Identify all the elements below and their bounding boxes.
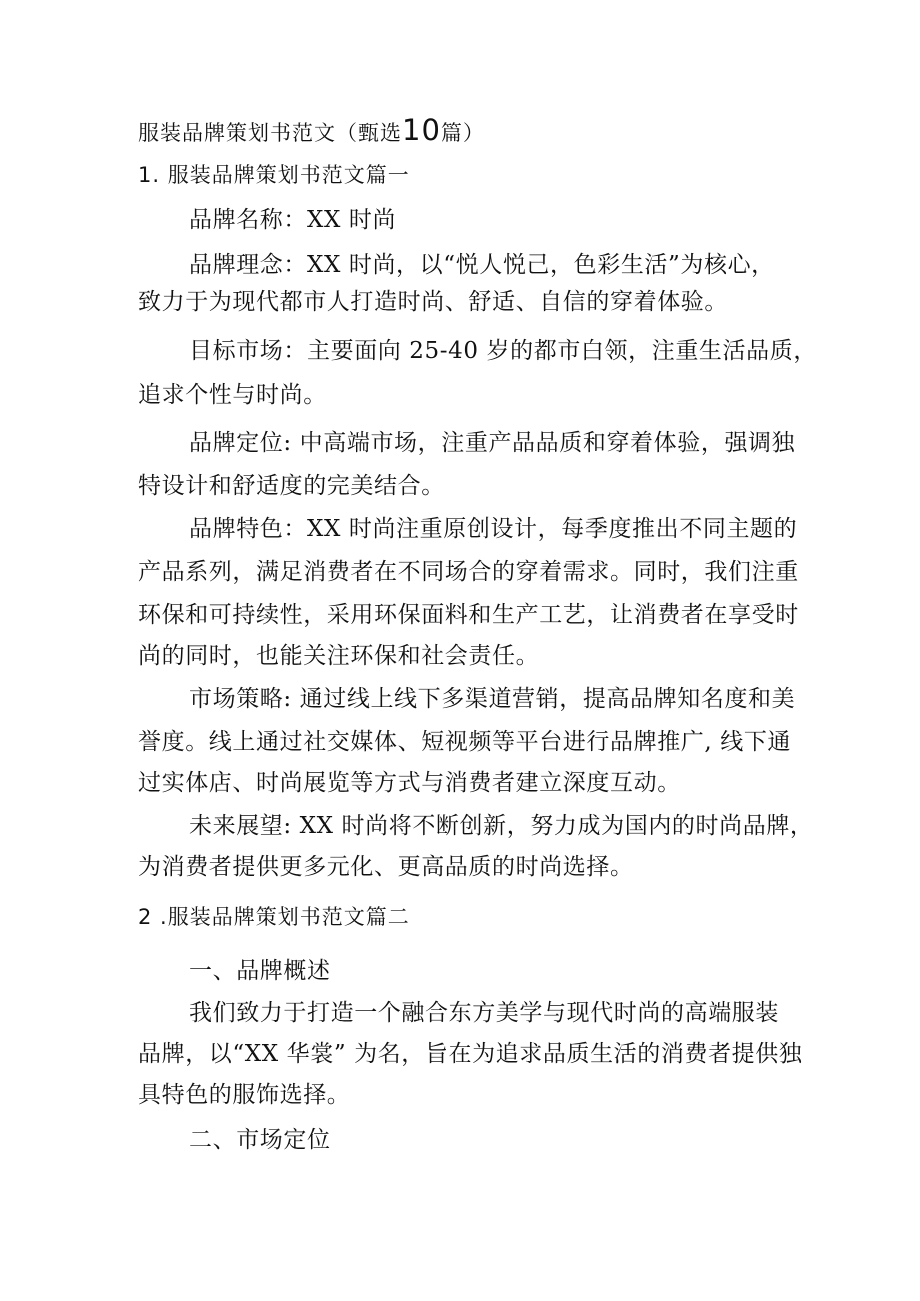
paragraph-line: 追求个性与时尚。 (138, 382, 327, 408)
paragraph-line: 环保和可持续性，采用环保面料和生产工艺，让消费者在享受时 (138, 602, 799, 628)
document-title (138, 115, 485, 148)
paragraph-line: 我们致力于打造一个融合东方美学与现代时尚的高端服装 (189, 1000, 779, 1026)
paragraph-line: 目标市场：主要面向 25-40 岁的都市白领，注重生活品质， (189, 338, 817, 364)
section-heading-2: 2 .服装品牌策划书范文篇二 (138, 905, 410, 929)
section-heading-1: 1. 服装品牌策划书范文篇一 (138, 163, 410, 187)
paragraph-line: 致力于为现代都市人打造时尚、舒适、自信的穿着体验。 (138, 289, 728, 315)
subsection-title: 一、品牌概述 (189, 958, 331, 984)
paragraph-line: 誉度。线上通过社交媒体、短视频等平台进行品牌推广, 线下通 (138, 729, 792, 755)
paragraph-line: 为消费者提供更多元化、更高品质的时尚选择。 (138, 854, 634, 880)
paragraph-line: 品牌，以“XX 华裳” 为名，旨在为追求品质生活的消费者提供独 (138, 1041, 803, 1067)
paragraph-line: 尚的同时，也能关注环保和社会责任。 (138, 643, 540, 669)
paragraph-line: 产品系列，满足消费者在不同场合的穿着需求。同时，我们注重 (138, 559, 799, 585)
title-suffix: 篇） (440, 121, 485, 145)
paragraph-line: 过实体店、时尚展览等方式与消费者建立深度互动。 (138, 770, 681, 796)
paragraph-line: 品牌理念：XX 时尚，以“悦人悦己，色彩生活”为核心， (189, 252, 775, 278)
paragraph-line: 特设计和舒适度的完美结合。 (138, 473, 445, 499)
paragraph-line: 品牌名称：XX 时尚 (189, 207, 397, 233)
title-number: 10 (402, 113, 441, 147)
paragraph-line: 品牌定位: 中高端市场，注重产品品质和穿着体验，强调独 (189, 430, 796, 456)
title-prefix: 服装品牌策划书范文（甄选 (138, 121, 402, 145)
paragraph-line: 品牌特色：XX 时尚注重原创设计，每季度推出不同主题的 (189, 516, 798, 542)
paragraph-line: 具特色的服饰选择。 (138, 1082, 351, 1108)
paragraph-line: 未来展望: XX 时尚将不断创新，努力成为国内的时尚品牌， (189, 813, 814, 839)
subsection-title: 二、市场定位 (189, 1127, 331, 1153)
paragraph-line: 市场策略: 通过线上线下多渠道营销，提高品牌知名度和美 (189, 686, 796, 712)
